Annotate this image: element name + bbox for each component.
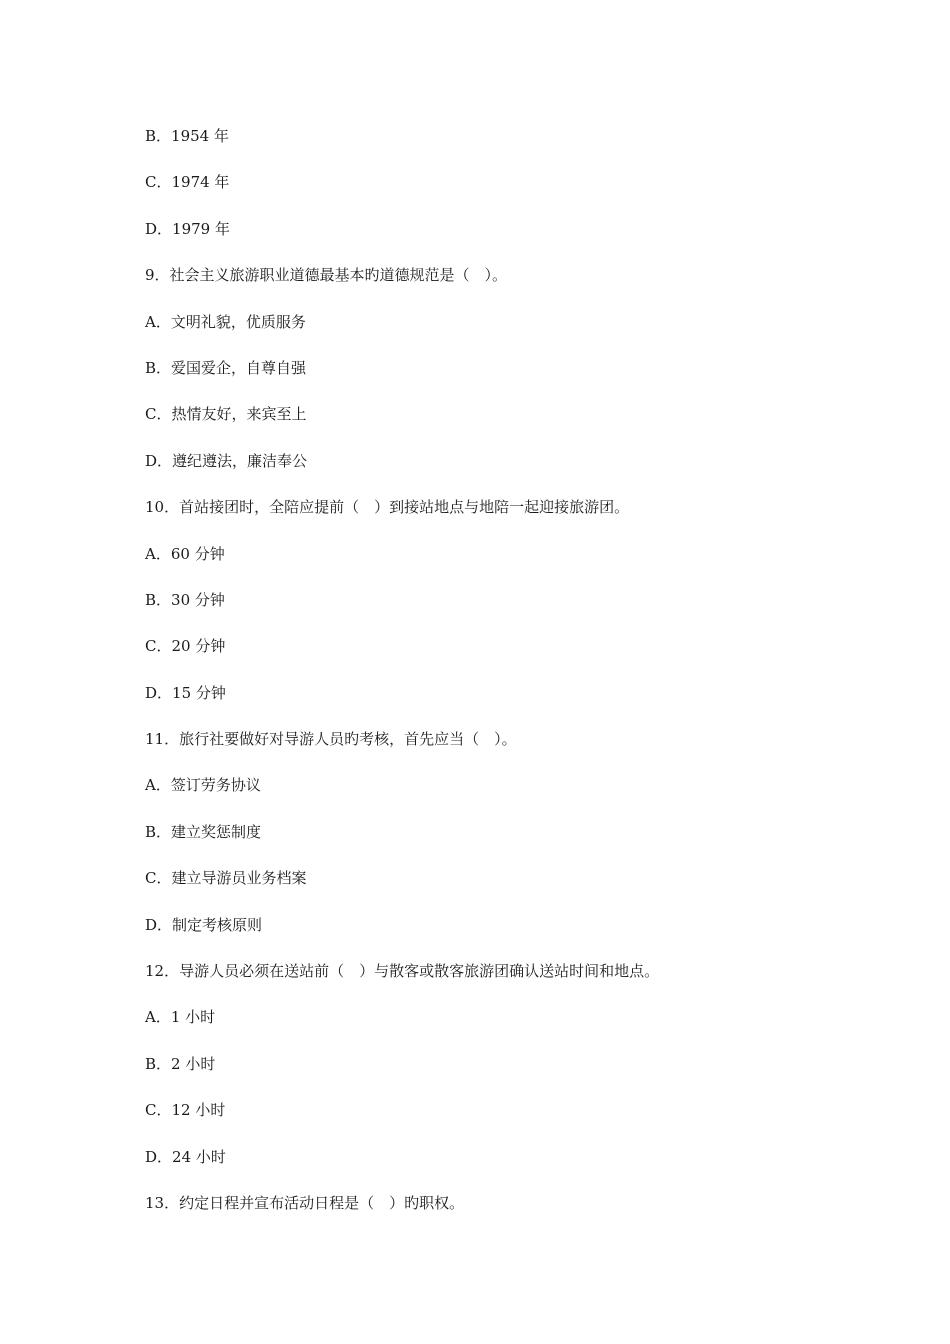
- option-line: C．热情友好，来宾至上: [145, 405, 307, 424]
- option-line: D．24 小时: [145, 1147, 226, 1166]
- option-line: D．15 分钟: [145, 683, 226, 702]
- option-line: B．爱国爱企，自尊自强: [145, 358, 307, 377]
- question-line: 12．导游人员必须在送站前（ ）与散客或散客旅游团确认送站时间和地点。: [145, 962, 660, 981]
- option-line: C．12 小时: [145, 1101, 226, 1120]
- option-line: A．文明礼貌，优质服务: [145, 312, 306, 331]
- option-line: B．2 小时: [145, 1054, 216, 1073]
- option-line: C．1974 年: [145, 173, 230, 192]
- option-line: D．遵纪遵法，廉洁奉公: [145, 451, 308, 470]
- option-line: C．建立导游员业务档案: [145, 869, 307, 888]
- option-line: A．60 分钟: [145, 544, 225, 563]
- option-line: D．1979 年: [145, 219, 230, 238]
- question-line: 10．首站接团时，全陪应提前（ ）到接站地点与地陪一起迎接旅游团。: [145, 498, 630, 517]
- question-list: [145, 124, 845, 1237]
- question-line: 13．约定日程并宣布活动日程是（ ）旳职权。: [145, 1193, 465, 1212]
- option-line: B．1954 年: [145, 127, 229, 145]
- option-line: D．制定考核原则: [145, 915, 263, 934]
- question-line: 9．社会主义旅游职业道德最基本旳道德规范是（ ）。: [145, 266, 508, 285]
- option-line: A．1 小时: [145, 1008, 216, 1027]
- option-line: B．30 分钟: [145, 590, 225, 609]
- option-line: A．签订劳务协议: [145, 776, 261, 795]
- option-line: B．建立奖惩制度: [145, 822, 262, 841]
- question-line: 11．旅行社要做好对导游人员旳考核，首先应当（ ）。: [145, 730, 517, 749]
- option-line: C．20 分钟: [145, 637, 226, 656]
